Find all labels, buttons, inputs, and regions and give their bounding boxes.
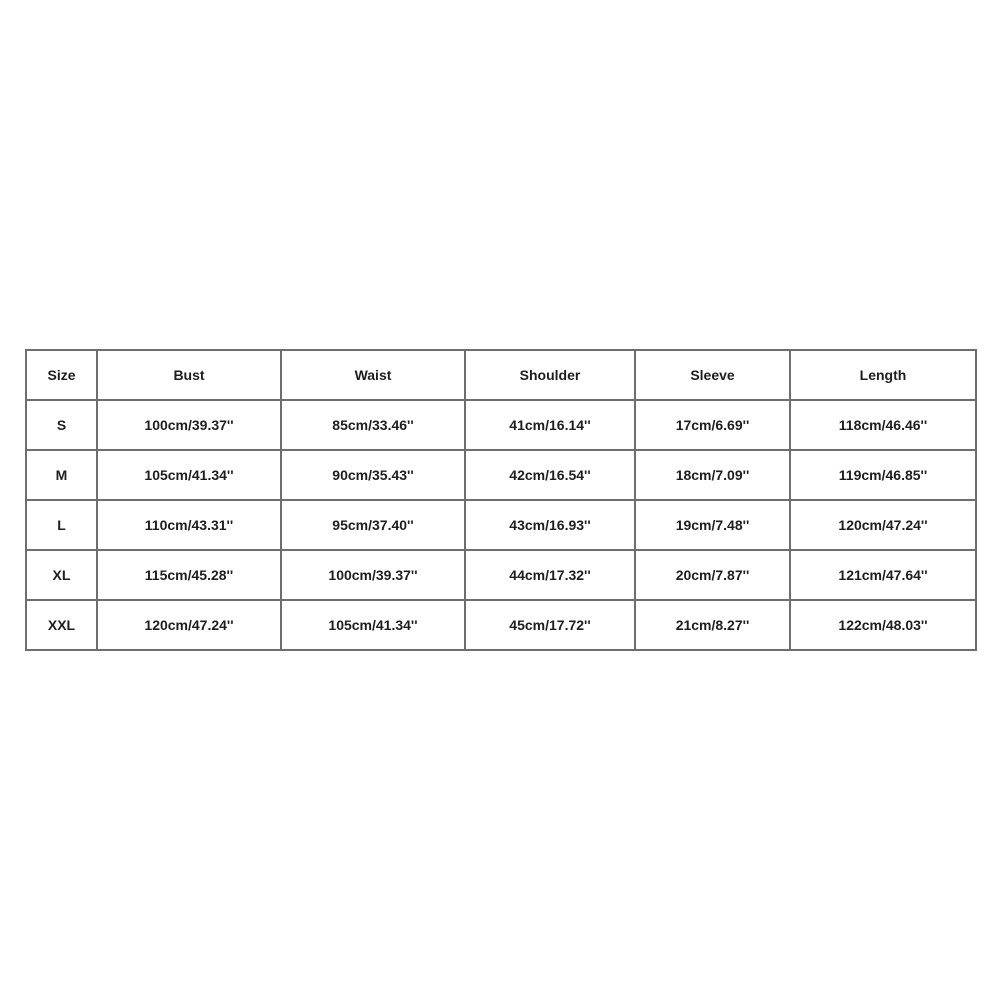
cell-length: 120cm/47.24'' (790, 500, 976, 550)
cell-size: XL (26, 550, 97, 600)
cell-sleeve: 19cm/7.48'' (635, 500, 790, 550)
header-length: Length (790, 350, 976, 400)
cell-bust: 100cm/39.37'' (97, 400, 281, 450)
header-size: Size (26, 350, 97, 400)
header-bust: Bust (97, 350, 281, 400)
cell-waist: 105cm/41.34'' (281, 600, 465, 650)
cell-size: S (26, 400, 97, 450)
cell-length: 118cm/46.46'' (790, 400, 976, 450)
cell-sleeve: 18cm/7.09'' (635, 450, 790, 500)
cell-waist: 90cm/35.43'' (281, 450, 465, 500)
cell-size: M (26, 450, 97, 500)
table-row (26, 400, 976, 450)
cell-length: 121cm/47.64'' (790, 550, 976, 600)
cell-bust: 115cm/45.28'' (97, 550, 281, 600)
cell-shoulder: 42cm/16.54'' (465, 450, 635, 500)
header-sleeve: Sleeve (635, 350, 790, 400)
cell-shoulder: 41cm/16.14'' (465, 400, 635, 450)
cell-length: 119cm/46.85'' (790, 450, 976, 500)
cell-shoulder: 43cm/16.93'' (465, 500, 635, 550)
cell-sleeve: 21cm/8.27'' (635, 600, 790, 650)
cell-waist: 95cm/37.40'' (281, 500, 465, 550)
cell-size: XXL (26, 600, 97, 650)
table-row (26, 600, 976, 650)
table-row (26, 450, 976, 500)
table-row (26, 550, 976, 600)
cell-bust: 105cm/41.34'' (97, 450, 281, 500)
header-waist: Waist (281, 350, 465, 400)
cell-waist: 100cm/39.37'' (281, 550, 465, 600)
cell-length: 122cm/48.03'' (790, 600, 976, 650)
cell-shoulder: 44cm/17.32'' (465, 550, 635, 600)
cell-bust: 110cm/43.31'' (97, 500, 281, 550)
cell-size: L (26, 500, 97, 550)
cell-waist: 85cm/33.46'' (281, 400, 465, 450)
cell-sleeve: 20cm/7.87'' (635, 550, 790, 600)
header-shoulder: Shoulder (465, 350, 635, 400)
size-chart-table (25, 349, 977, 651)
table-row (26, 500, 976, 550)
table-header-row (26, 350, 976, 400)
cell-bust: 120cm/47.24'' (97, 600, 281, 650)
cell-shoulder: 45cm/17.72'' (465, 600, 635, 650)
cell-sleeve: 17cm/6.69'' (635, 400, 790, 450)
